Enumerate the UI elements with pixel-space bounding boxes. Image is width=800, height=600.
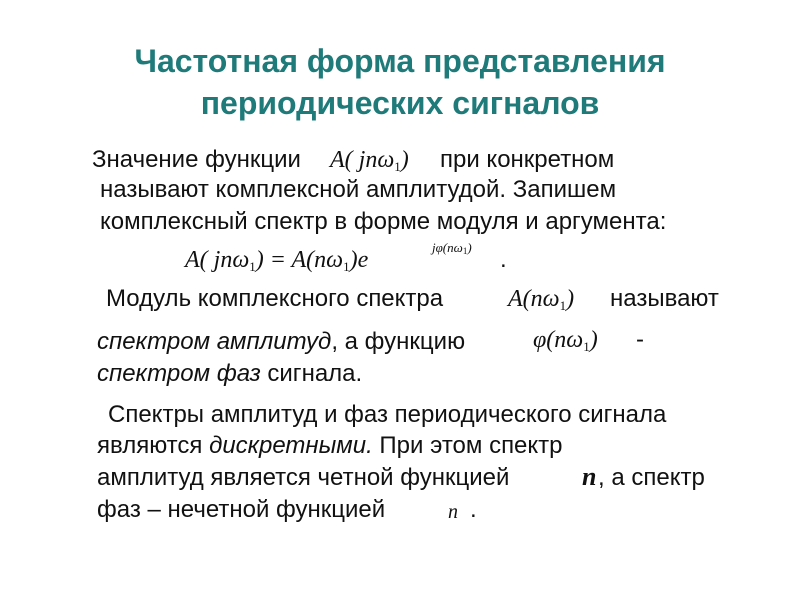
title-line-2: периодических сигналов [200,85,600,121]
p2-line2: спектром амплитуд, а функцию [97,328,466,355]
slide-title [0,40,800,124]
var-n-bold: n [582,462,597,491]
formula-exponent: jφ(nω1) [432,240,472,256]
p1-line3: комплексный спектр в форме модуля и аргумента: [100,208,667,235]
p3-line2: являются дискретными. При этом спектр [97,432,563,459]
p1-line1-a: Значение функции [92,146,301,173]
p3-line3-b: , а спектр [598,464,705,491]
term-discrete: дискретными. [209,432,373,459]
p1-line1-b: при конкретном [440,146,615,173]
p3-line4-a: фаз – нечетной функцией [97,496,386,523]
formula-complex-spectrum: A( jnω1) = A(nω1)e [185,247,369,274]
formula-period: . [500,246,507,273]
p3-line4-b: . [470,496,477,523]
term-amplitude-spectrum: спектром амплитуд [97,328,332,355]
func-phi-nw1: φ(nω1) [533,327,598,354]
p3-line3-a: амплитуд является четной функцией [97,464,510,491]
dash: - [636,326,644,353]
var-n: n [448,501,458,523]
p1-line2: называют комплексной амплитудой. Запишем [100,176,617,203]
p3-line1: Спектры амплитуд и фаз периодического сигнала [108,401,667,428]
p2-line1-a: Модуль комплексного спектра [106,285,444,312]
func-A-jnw1: A( jnω1) [330,147,409,174]
term-phase-spectrum: спектром фаз [97,360,261,387]
p2-line3: спектром фаз сигнала. [97,360,363,387]
func-A-nw1: A(nω1) [508,286,575,313]
p2-line1-b: называют [610,285,719,312]
title-line-1: Частотная форма представления [134,43,666,79]
